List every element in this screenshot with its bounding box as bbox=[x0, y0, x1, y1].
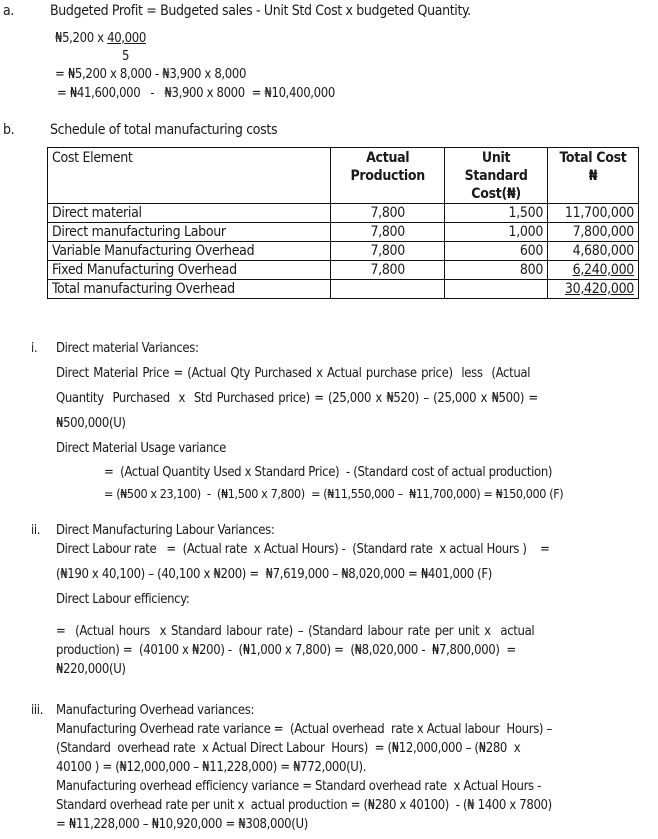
section-iii-label: iii. bbox=[31, 703, 44, 718]
dm-price-line-2: Quantity Purchased x Std Purchased price) = (25,000 x ₦520) – (25,000 x ₦500) = bbox=[56, 391, 538, 406]
budget-fraction-prefix: ₦5,200 x bbox=[55, 31, 108, 46]
moh-efficiency-line-2: Standard overhead rate per unit x actual production = (₦280 x 40100) - (₦ 1400 x 7800) bbox=[56, 798, 552, 813]
cell-total bbox=[548, 261, 639, 280]
cell-total: 7,800,000 bbox=[548, 223, 639, 242]
budget-fraction-denominator: 5 bbox=[122, 49, 130, 64]
dl-efficiency-line-3: ₦220,000(U) bbox=[56, 662, 126, 677]
part-a-label: a. bbox=[3, 3, 15, 19]
cell-production: 7,800 bbox=[331, 261, 445, 280]
part-b-label: b. bbox=[3, 122, 15, 138]
part-b-heading: Schedule of total manufacturing costs bbox=[50, 122, 278, 138]
budget-calc-line-3: = ₦41,600,000 - ₦3,900 x 8000 = ₦10,400,000 bbox=[57, 86, 335, 101]
section-ii-label: ii. bbox=[31, 523, 41, 538]
header-total-cost bbox=[548, 148, 639, 204]
budget-calc-line-2: = ₦5,200 x 8,000 - ₦3,900 x 8,000 bbox=[55, 67, 247, 82]
header-line: Unit bbox=[481, 150, 511, 166]
table-row bbox=[48, 223, 639, 242]
cell-cost-element: Fixed Manufacturing Overhead bbox=[48, 261, 331, 280]
table-row bbox=[48, 204, 639, 223]
cell-cost-element: Total manufacturing Overhead bbox=[48, 280, 331, 299]
header-cost-element: Cost Element bbox=[48, 148, 331, 204]
budget-fraction-line bbox=[55, 31, 146, 46]
header-actual-production bbox=[331, 148, 445, 204]
cell-unit-cost: 800 bbox=[445, 261, 548, 280]
cell-unit-cost: 1,000 bbox=[445, 223, 548, 242]
dl-efficiency-heading: Direct Labour efficiency: bbox=[56, 592, 190, 607]
section-iii-heading: Manufacturing Overhead variances: bbox=[56, 703, 255, 718]
dl-efficiency-line-1: = (Actual hours x Standard labour rate) – (Standard labour rate per unit x actual bbox=[56, 624, 535, 639]
dl-rate-line-2: (₦190 x 40,100) – (40,100 x ₦200) = ₦7,619,000 – ₦8,020,000 = ₦401,000 (F) bbox=[56, 567, 492, 582]
dl-efficiency-line-2: production) = (40100 x ₦200) - (₦1,000 x 7,800) = (₦8,020,000 - ₦7,800,000) = bbox=[56, 643, 516, 658]
cell-grand-total bbox=[548, 280, 639, 299]
cell-unit-cost: 1,500 bbox=[445, 204, 548, 223]
cell-total: 11,700,000 bbox=[548, 204, 639, 223]
table-row bbox=[48, 242, 639, 261]
moh-rate-line-1: Manufacturing Overhead rate variance = (Actual overhead rate x Actual labour Hours) – bbox=[56, 722, 553, 737]
dm-usage-line-1: = (Actual Quantity Used x Standard Price) - (Standard cost of actual production) bbox=[104, 465, 553, 480]
cell-total-value: 6,240,000 bbox=[572, 262, 634, 278]
header-line: Cost(₦) bbox=[471, 186, 521, 202]
section-i-heading: Direct material Variances: bbox=[56, 341, 199, 356]
header-line: Total Cost bbox=[559, 150, 627, 166]
dm-usage-heading: Direct Material Usage variance bbox=[56, 441, 226, 456]
moh-rate-line-3: 40100 ) = (₦12,000,000 – ₦11,228,000) = ₦772,000(U). bbox=[56, 760, 367, 775]
cell-unit-cost bbox=[445, 280, 548, 299]
dl-rate-line-1: Direct Labour rate = (Actual rate x Actual Hours) - (Standard rate x actual Hours ) = bbox=[56, 542, 550, 557]
budget-fraction-numerator: 40,000 bbox=[107, 31, 146, 46]
cell-production: 7,800 bbox=[331, 204, 445, 223]
moh-rate-line-2: (Standard overhead rate x Actual Direct Labour Hours) = (₦12,000,000 – (₦280 x bbox=[56, 741, 521, 756]
cell-cost-element: Variable Manufacturing Overhead bbox=[48, 242, 331, 261]
grand-total-value: 30,420,000 bbox=[564, 281, 634, 297]
manufacturing-cost-schedule-table bbox=[47, 147, 639, 299]
header-line: Actual bbox=[366, 150, 410, 166]
dm-usage-line-2: = (₦500 x 23,100) - (₦1,500 x 7,800) = (₦11,550,000 – ₦11,700,000) = ₦150,000 (F) bbox=[104, 486, 564, 501]
header-line: ₦ bbox=[588, 168, 598, 184]
header-line: Production bbox=[350, 168, 425, 184]
cell-production: 7,800 bbox=[331, 223, 445, 242]
moh-efficiency-line-3: = ₦11,228,000 – ₦10,920,000 = ₦308,000(U) bbox=[56, 817, 308, 832]
section-ii-heading: Direct Manufacturing Labour Variances: bbox=[56, 523, 275, 538]
dm-price-line-1: Direct Material Price = (Actual Qty Purchased x Actual purchase price) less (Actual bbox=[56, 366, 531, 381]
cell-cost-element: Direct material bbox=[48, 204, 331, 223]
table-total-row bbox=[48, 280, 639, 299]
cell-total: 4,680,000 bbox=[548, 242, 639, 261]
table-row bbox=[48, 261, 639, 280]
header-unit-standard-cost bbox=[445, 148, 548, 204]
cell-production bbox=[331, 280, 445, 299]
cell-cost-element: Direct manufacturing Labour bbox=[48, 223, 331, 242]
table-header-row bbox=[48, 148, 639, 204]
dm-price-line-3: ₦500,000(U) bbox=[56, 416, 126, 431]
cell-production: 7,800 bbox=[331, 242, 445, 261]
part-a-heading: Budgeted Profit = Budgeted sales - Unit Std Cost x budgeted Quantity. bbox=[50, 3, 471, 19]
section-i-label: i. bbox=[31, 341, 38, 356]
moh-efficiency-line-1: Manufacturing overhead efficiency variance = Standard overhead rate x Actual Hours - bbox=[56, 779, 542, 794]
cell-unit-cost: 600 bbox=[445, 242, 548, 261]
header-line: Standard bbox=[464, 168, 528, 184]
